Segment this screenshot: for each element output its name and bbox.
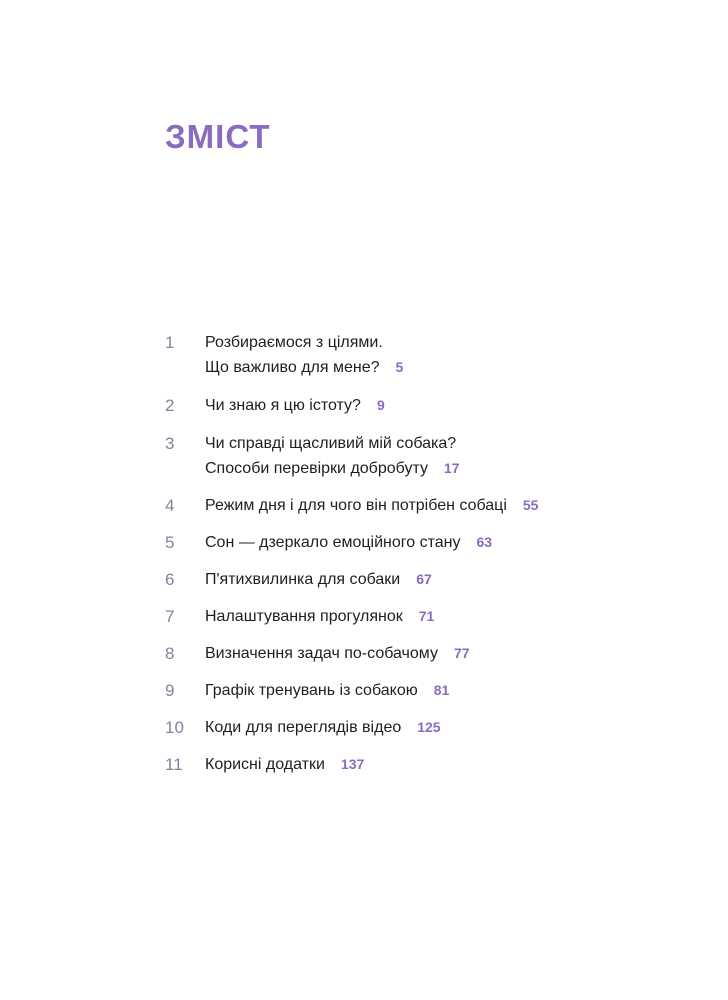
toc-entry [165, 752, 645, 777]
chapter-title-line [205, 678, 645, 703]
chapter-title-text: Режим дня і для чого він потрібен собаці [205, 497, 507, 514]
chapter-title [205, 715, 645, 740]
chapter-title-line [205, 493, 645, 518]
chapter-number: 9 [165, 681, 175, 700]
page-number: 71 [418, 608, 435, 624]
chapter-number: 8 [165, 644, 175, 663]
toc-entry [165, 530, 645, 555]
chapter-title-line [205, 604, 645, 629]
page-number: 67 [416, 571, 432, 587]
chapter-title [205, 604, 645, 629]
page-number: 9 [376, 397, 385, 413]
chapter-title [205, 530, 645, 555]
chapter-number: 2 [165, 396, 175, 415]
chapter-title-line [205, 393, 645, 418]
chapter-title-text: Сон — дзеркало емоційного стану [205, 534, 461, 551]
chapter-title-line [205, 456, 645, 481]
chapter-title-text: Визначення задач по-собачому [205, 645, 438, 662]
toc-entry [165, 715, 645, 740]
chapter-number: 10 [165, 718, 184, 737]
page-number: 81 [433, 682, 450, 698]
chapter-title-line [205, 641, 645, 666]
page-number: 17 [443, 460, 460, 476]
toc-entry [165, 431, 645, 481]
chapter-number: 4 [165, 496, 175, 515]
chapter-title-line: Розбираємося з цілями. [205, 334, 383, 351]
table-of-contents [165, 330, 645, 777]
chapter-title-text: Налаштування прогулянок [205, 608, 403, 625]
chapter-title-line [205, 715, 645, 740]
chapter-title-text: Способи перевірки добробуту [205, 460, 428, 477]
chapter-title-line [205, 530, 645, 555]
chapter-title-line [205, 355, 645, 380]
chapter-title-line [205, 567, 645, 592]
chapter-number: 5 [165, 533, 175, 552]
chapter-title-text: Що важливо для мене? [205, 359, 380, 376]
page-number: 63 [476, 534, 493, 550]
toc-entry [165, 493, 645, 518]
chapter-title-text: Чи знаю я цю істоту? [205, 397, 361, 414]
chapter-title-line [205, 752, 645, 777]
chapter-title [205, 641, 645, 666]
chapter-title [205, 678, 645, 703]
toc-entry [165, 330, 645, 380]
chapter-title [205, 330, 645, 380]
chapter-title-line: Чи справді щасливий мій собака? [205, 435, 457, 452]
chapter-title [205, 493, 645, 518]
toc-entry [165, 567, 645, 592]
chapter-number: 3 [165, 434, 175, 453]
chapter-number: 11 [165, 755, 183, 774]
toc-entry [165, 604, 645, 629]
page-number: 137 [340, 756, 365, 772]
page-title: ЗМІСТ [165, 118, 271, 155]
chapter-title [205, 567, 645, 592]
chapter-title-text: Коди для переглядів відео [205, 719, 402, 736]
toc-entry [165, 393, 645, 418]
chapter-number: 1 [165, 333, 175, 352]
chapter-title-text: П'ятихвилинка для собаки [205, 571, 401, 588]
chapter-number: 7 [165, 607, 175, 626]
page-number: 125 [417, 719, 441, 735]
toc-entry [165, 678, 645, 703]
chapter-title-text: Графік тренувань із собакою [205, 682, 418, 699]
page-number: 5 [395, 359, 404, 375]
chapter-number: 6 [165, 570, 175, 589]
chapter-title [205, 431, 645, 481]
chapter-title [205, 393, 645, 418]
chapter-title-text: Корисні додатки [205, 756, 325, 773]
toc-entry [165, 641, 645, 666]
chapter-title [205, 752, 645, 777]
page-number: 77 [453, 645, 470, 661]
page-number: 55 [522, 497, 539, 513]
